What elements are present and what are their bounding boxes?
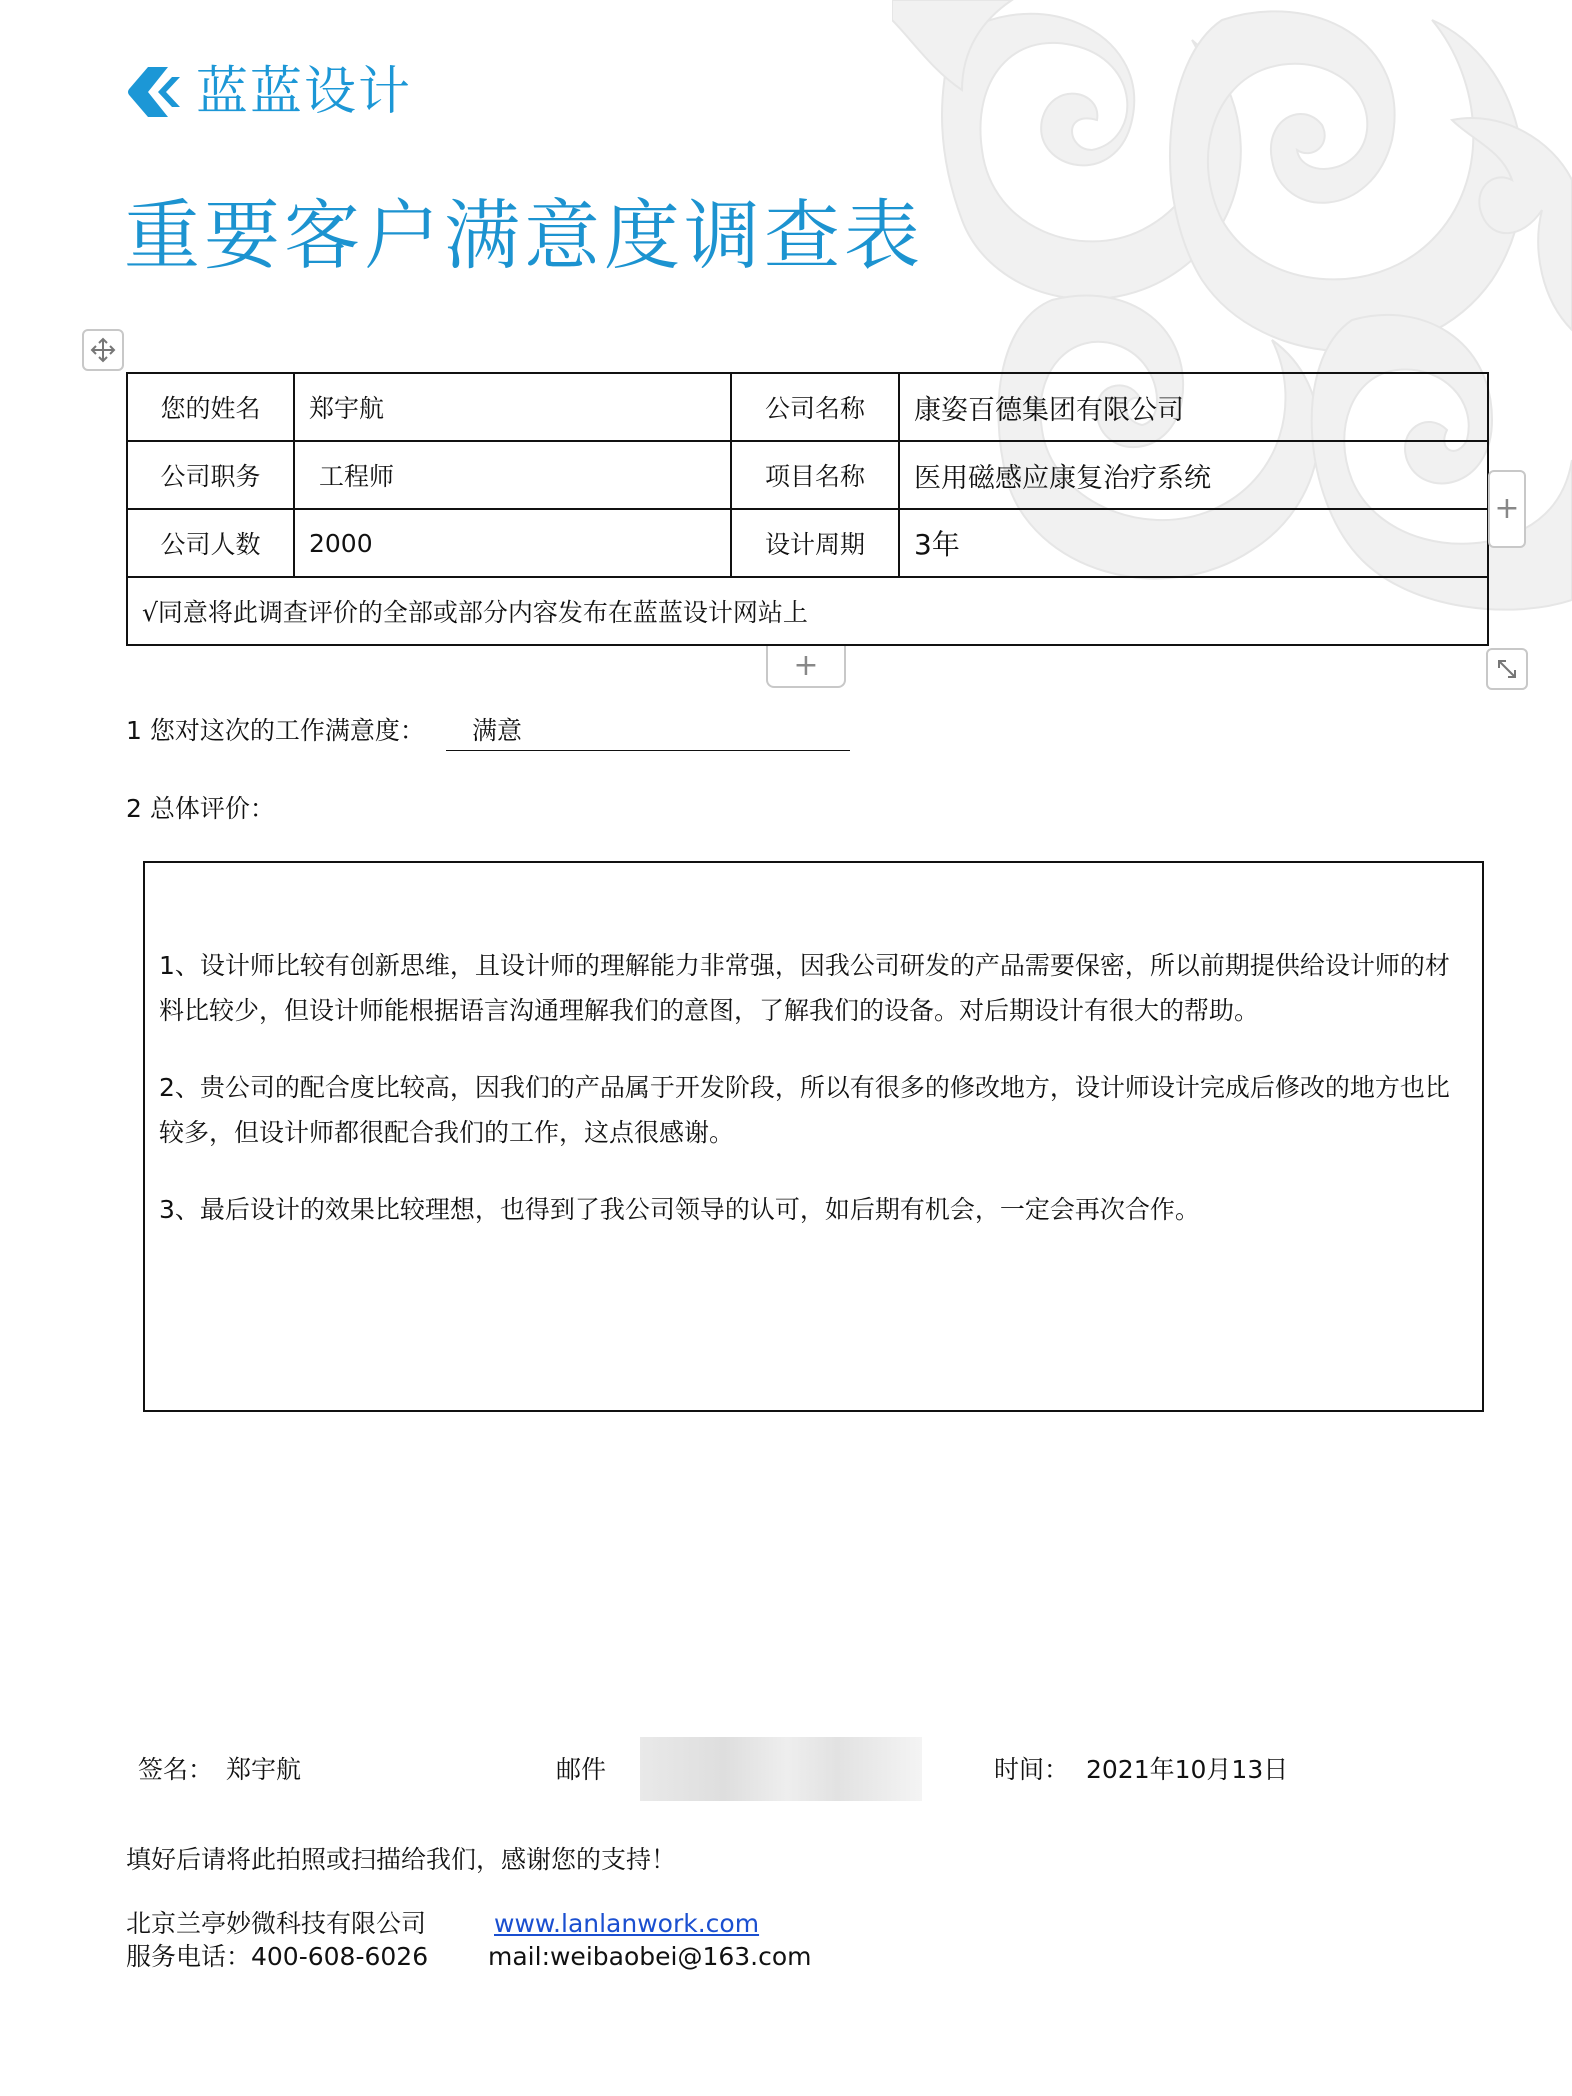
evaluation-box[interactable] — [143, 861, 1484, 1412]
footer-note: 填好后请将此拍照或扫描给我们，感谢您的支持！ — [126, 1845, 677, 1874]
satisfaction-value: 满意 — [472, 716, 523, 745]
time-label: 时间： — [994, 1755, 1070, 1784]
signature-label: 签名： — [138, 1755, 214, 1784]
add-column-button[interactable] — [1488, 470, 1526, 548]
consent-text[interactable]: √同意将此调查评价的全部或部分内容发布在蓝蓝设计网站上 — [127, 577, 1488, 645]
cycle-label: 设计周期 — [731, 509, 899, 577]
add-row-button[interactable] — [766, 646, 846, 688]
evaluation-paragraph-1: 1、设计师比较有创新思维，且设计师的理解能力非常强，因我公司研发的产品需要保密，所以前期提供给设计师的材料比较少，但设计师能根据语言沟通理解我们的意图，了解我们的设备。对后期设计有很大的帮助。 — [159, 951, 1450, 1025]
resize-icon — [1494, 656, 1520, 682]
brand-name: 蓝蓝设计 — [196, 62, 413, 122]
evaluation-paragraph-2: 2、贵公司的配合度比较高，因我们的产品属于开发阶段，所以有很多的修改地方，设计师设计完成后修改的地方也比较多，但设计师都很配合我们的工作，这点很感谢。 — [159, 1073, 1450, 1147]
info-table — [126, 372, 1489, 646]
company-label: 公司名称 — [731, 373, 899, 441]
table-row — [127, 577, 1488, 645]
brand-logo-icon — [126, 63, 184, 121]
q1-label: 1 您对这次的工作满意度： — [126, 716, 425, 745]
brand-logo — [126, 62, 412, 122]
project-label: 项目名称 — [731, 441, 899, 509]
page-title: 重要客户满意度调查表 — [124, 191, 924, 280]
time-value: 2021年10月13日 — [1086, 1755, 1289, 1784]
position-label: 公司职务 — [127, 441, 294, 509]
staff-value[interactable]: 2000 — [294, 509, 731, 577]
satisfaction-field[interactable] — [446, 714, 850, 751]
q2-label: 2 总体评价： — [126, 794, 275, 823]
table-row — [127, 373, 1488, 441]
email-label: 邮件 — [556, 1755, 607, 1784]
table-move-handle[interactable] — [82, 329, 124, 371]
project-value[interactable]: 医用磁感应康复治疗系统 — [899, 441, 1488, 509]
evaluation-paragraph-3: 3、最后设计的效果比较理想，也得到了我公司领导的认可，如后期有机会，一定会再次合作。 — [159, 1195, 1200, 1224]
footer-phone: 服务电话：400-608-6026 — [126, 1942, 429, 1971]
footer-company: 北京兰亭妙微科技有限公司 — [126, 1909, 427, 1938]
name-value[interactable]: 郑宇航 — [294, 373, 731, 441]
table-row — [127, 441, 1488, 509]
position-value[interactable]: 工程师 — [294, 441, 731, 509]
staff-label: 公司人数 — [127, 509, 294, 577]
company-value[interactable]: 康姿百德集团有限公司 — [899, 373, 1488, 441]
website-link[interactable]: www.lanlanwork.com — [494, 1909, 760, 1938]
plus-icon: + — [793, 648, 819, 683]
name-label: 您的姓名 — [127, 373, 294, 441]
move-icon — [89, 336, 117, 364]
table-row — [127, 509, 1488, 577]
cycle-value[interactable]: 3年 — [899, 509, 1488, 577]
plus-icon: + — [1494, 491, 1520, 526]
table-resize-handle[interactable] — [1486, 648, 1528, 690]
footer-mail: mail:weibaobei@163.com — [488, 1942, 812, 1971]
signature-value: 郑宇航 — [226, 1755, 302, 1784]
email-redacted — [640, 1737, 922, 1801]
